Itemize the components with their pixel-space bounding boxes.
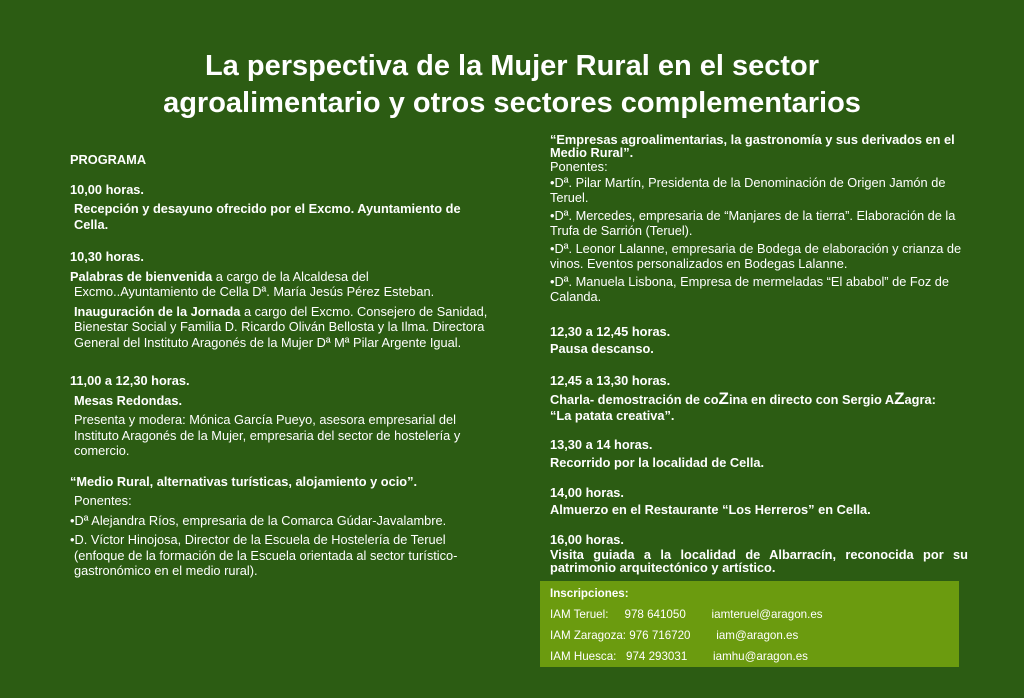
visita-desc: Visita guiada a la localidad de Albarracín, reconocida por su patrimonio arquitectónico y artístico. [550, 546, 968, 575]
time-1330: 13,30 a 14 horas. [550, 437, 653, 452]
title-line-1: La perspectiva de la Mujer Rural en el sector [204, 50, 820, 82]
charla-part-2: ina en directo con Sergio A [728, 392, 895, 407]
contact-huesca: IAM Huesca: 974 293031 iamhu@aragon.es [550, 650, 808, 663]
charla-z-1: Z [718, 389, 729, 408]
ponente-hinojosa: •D. Víctor Hinojosa, Director de la Escuela de Hostelería de Teruel [70, 532, 446, 547]
bienvenida-label: Palabras de bienvenida [70, 268, 213, 284]
programa-heading: PROGRAMA [70, 152, 147, 167]
charla-part-3: agra: [904, 392, 936, 407]
time-1400: 14,00 horas. [550, 485, 624, 500]
ponente-martin: •Dª. Pilar Martín, Presidenta de la Denominación de Origen Jamón de Teruel. [550, 174, 946, 205]
inauguracion-text [70, 304, 490, 351]
mesa-1-title: “Medio Rural, alternativas turísticas, alojamiento y ocio”. [70, 473, 418, 489]
modera-desc: Presenta y modera: Mónica García Pueyo, asesora empresarial del Instituto Aragonés de la Mujer, empresaria del sector de hostelería y comercio. [74, 412, 461, 458]
ponente-rios: •Dª Alejandra Ríos, empresaria de la Comarca Gúdar-Javalambre. [70, 512, 447, 528]
charla-desc [550, 391, 968, 408]
ponentes-label-2: Ponentes: [550, 159, 608, 174]
time-1000: 10,00 horas. [70, 181, 144, 197]
bienvenida-text [70, 269, 490, 285]
contact-zaragoza: IAM Zaragoza: 976 716720 iam@aragon.es [550, 629, 799, 642]
bienvenida-desc: a cargo de la Alcaldesa del [212, 268, 369, 284]
time-1600: 16,00 horas. [550, 532, 624, 547]
right-column [550, 133, 968, 575]
title-line-2: agroalimentario y otros sectores complementarios [163, 87, 861, 119]
time-1000-desc: Recepción y desayuno ofrecido por el Excmo. Ayuntamiento de Cella. [74, 201, 461, 232]
time-1230: 12,30 a 12,45 horas. [550, 323, 671, 339]
inscripciones-box [540, 581, 959, 667]
ponente-mercedes: •Dª. Mercedes, empresaria de “Manjares de la tierra”. Elaboración de la Trufa de Sarrión (Teruel). [550, 207, 956, 238]
inscripciones-heading: Inscripciones: [550, 587, 629, 600]
charla-part-1: Charla- demostración de co [550, 392, 719, 407]
time-1245: 12,45 a 13,30 horas. [550, 372, 671, 388]
charla-title: “La patata creativa”. [550, 407, 675, 423]
recorrido-desc: Recorrido por la localidad de Cella. [550, 454, 765, 470]
ponente-hinojosa-desc: (enfoque de la formación de la Escuela orientada al sector turístico-gastronómico en el medio rural). [74, 547, 458, 578]
left-column [70, 152, 490, 579]
bienvenida-desc-2: Excmo..Ayuntamiento de Cella Dª. María Jesús Pérez Esteban. [74, 284, 435, 299]
contact-teruel: IAM Teruel: 978 641050 iamteruel@aragon.es [550, 608, 823, 621]
pausa-desc: Pausa descanso. [550, 341, 654, 356]
inauguracion-label: Inauguración de la Jornada [74, 303, 241, 319]
charla-z-2: Z [894, 389, 905, 408]
almuerzo-desc: Almuerzo en el Restaurante “Los Herreros” en Cella. [550, 501, 871, 517]
mesa-2-title: “Empresas agroalimentarias, la gastronomía y sus derivados en el Medio Rural”. [550, 132, 955, 160]
ponente-lalanne: •Dª. Leonor Lalanne, empresaria de Bodega de elaboración y crianza de vinos. Eventos personalizados en Bodegas Lalanne. [550, 240, 962, 271]
inauguracion-desc: a cargo del Excmo. Consejero de Sanidad, Bienestar Social y Familia D. Ricardo Oliván Bellosta y la Ilma. Directora General del Instituto Aragonés de la Mujer Dª Mª Pilar Argente Igual. [74, 303, 488, 350]
time-1100: 11,00 a 12,30 horas. [70, 373, 190, 388]
ponente-lisbona: •Dª. Manuela Lisbona, Empresa de mermeladas “El ababol” de Foz de Calanda. [550, 273, 950, 304]
mesas-redondas: Mesas Redondas. [74, 392, 183, 408]
ponentes-label: Ponentes: [74, 493, 132, 508]
page-title [0, 48, 1024, 122]
time-1030: 10,30 horas. [70, 249, 144, 264]
